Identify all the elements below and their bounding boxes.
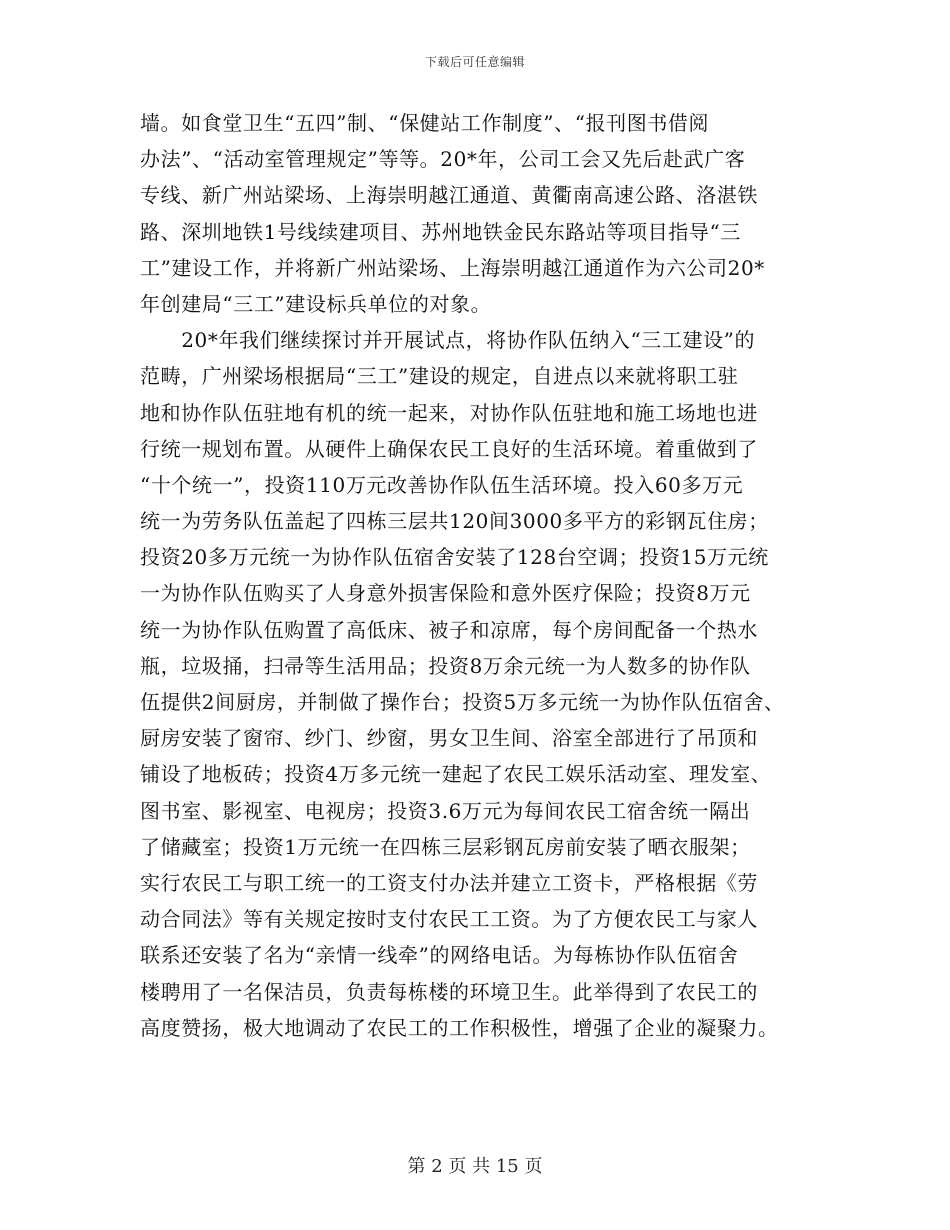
text-line: 一为协作队伍购买了人身意外损害保险和意外医疗保险；投资8万元 bbox=[140, 581, 751, 606]
text-line: 范畴，广州梁场根据局“三工”建设的规定，自进点以来就将职工驻 bbox=[140, 364, 739, 389]
text-line: 专线、新广州站梁场、上海崇明越江通道、黄衢南高速公路、洛湛铁 bbox=[140, 183, 758, 208]
text-line: 墙。如食堂卫生“五四”制、“保健站工作制度”、“报刊图书借阅 bbox=[140, 111, 710, 135]
text-line: 实行农民工与职工统一的工资支付办法并建立工资卡，严格根据《劳 bbox=[140, 870, 758, 895]
text-line: 行统一规划布置。从硬件上确保农民工良好的生活环境。着重做到了 bbox=[140, 436, 758, 461]
text-line: 地和协作队伍驻地有机的统一起来，对协作队伍驻地和施工场地也进 bbox=[140, 400, 758, 425]
text-line: 伍提供2间厨房，并制做了操作台；投资5万多元统一为协作队伍宿舍、 bbox=[140, 690, 785, 714]
text-line: 统一为协作队伍购置了高低床、被子和凉席，每个房间配备一个热水 bbox=[140, 617, 758, 642]
text-line: 图书室、影视室、电视房；投资3.6万元为每间农民工宿舍统一隔出 bbox=[140, 798, 751, 823]
text-line: 年创建局“三工”建设标兵单位的对象。 bbox=[140, 291, 492, 316]
text-line: 厨房安装了窗帘、纱门、纱窗，男女卫生间、浴室全部进行了吊顶和 bbox=[140, 726, 758, 751]
text-line: “十个统一”，投资110万元改善协作队伍生活环境。投入60多万元 bbox=[140, 472, 744, 497]
text-line: 楼聘用了一名保洁员，负责每栋楼的环境卫生。此举得到了农民工的 bbox=[140, 979, 758, 1004]
text-line: 投资20多万元统一为协作队伍宿舍安装了128台空调；投资15万元统 bbox=[140, 545, 769, 570]
text-line: 路、深圳地铁1号线续建项目、苏州地铁金民东路站等项目指导“三 bbox=[140, 219, 741, 244]
text-line: 高度赞扬，极大地调动了农民工的工作积极性，增强了企业的凝聚力。 bbox=[140, 1015, 779, 1040]
text-line: 瓶，垃圾捅，扫帚等生活用品；投资8万余元统一为人数多的协作队 bbox=[140, 653, 751, 678]
page-number: 第 2 页 共 15 页 bbox=[407, 1156, 543, 1177]
text-line: 联系还安装了名为“亲情一线牵”的网络电话。为每栋协作队伍宿舍 bbox=[140, 943, 739, 968]
text-line: 工”建设工作，并将新广州站梁场、上海崇明越江通道作为六公司20* bbox=[140, 255, 765, 280]
text-line: 统一为劳务队伍盖起了四栋三层共120间3000多平方的彩钢瓦住房； bbox=[140, 509, 769, 534]
document-body bbox=[140, 105, 820, 1046]
page-header: 下载后可任意编辑 bbox=[424, 55, 525, 69]
text-line: 办法”、“活动室管理规定”等等。20*年，公司工会又先后赴武广客 bbox=[140, 147, 746, 172]
text-line: 动合同法》等有关规定按时支付农民工工资。为了方便农民工与家人 bbox=[140, 907, 758, 932]
text-line: 了储藏室；投资1万元统一在四栋三层彩钢瓦房前安装了晒衣服架； bbox=[140, 834, 751, 859]
text-line: 铺设了地板砖；投资4万多元统一建起了农民工娱乐活动室、理发室、 bbox=[140, 762, 772, 787]
text-line: 20*年我们继续探讨并开展试点，将协作队伍纳入“三工建设”的 bbox=[140, 328, 756, 353]
